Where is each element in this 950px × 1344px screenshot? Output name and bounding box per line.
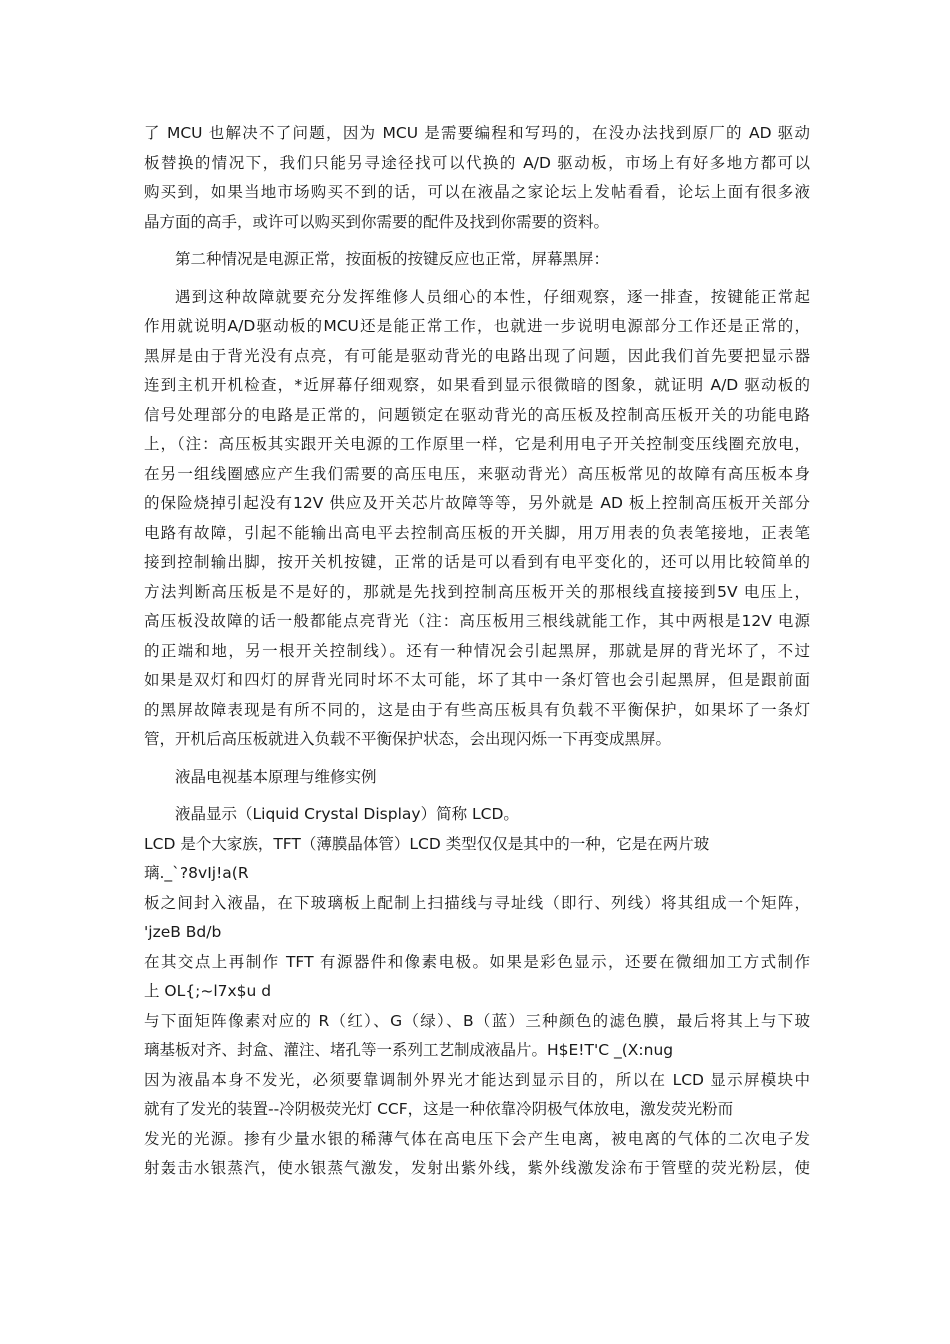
paragraph-4 — [144, 800, 810, 830]
text-line: 在其交点上再制作 TFT 有源器件和像素电极。如果是彩色显示，还要在微细加工方式制作 — [144, 952, 810, 971]
text-line: 就有了发光的装置--冷阴极荧光灯 CCF，这是一种依靠冷阴极气体放电，激发荧光粉而 — [144, 1100, 734, 1118]
text-line: 因为液晶本身不发光，必须要靠调制外界光才能达到显示目的，所以在 LCD 显示屏模块中 — [144, 1070, 810, 1089]
text-line: 了 MCU 也解决不了问题，因为 MCU 是需要编程和写玛的，在没办法找到原厂的 AD 驱动 — [144, 124, 810, 142]
text-line: 的黑屏故障表现是有所不同的，这是由于有些高压板具有负载不平衡保护，如果坏了一条灯 — [144, 700, 810, 719]
text-line: 信号处理部分的电路是正常的，问题锁定在驱动背光的高压板及控制高压板开关的功能电路 — [144, 405, 810, 424]
text-line: 板替换的情况下，我们只能另寻途径找可以代换的 A/D 驱动板，市场上有好多地方都可以 — [144, 153, 810, 172]
text-line: 'jzeB Bd/b — [144, 923, 222, 941]
paragraph-3 — [144, 283, 810, 755]
text-line: 高压板没故障的话一般都能点亮背光（注：高压板用三根线就能工作，其中两根是12V 电源 — [144, 612, 810, 630]
text-line: 遇到这种故障就要充分发挥维修人员细心的本性，仔细观察，逐一排查，按键能正常起 — [175, 287, 810, 306]
text-line: 上，（注：高压板其实跟开关电源的工作原里一样，它是利用电子开关控制变压线圈充放电， — [144, 435, 810, 453]
text-line: LCD 是个大家族，TFT（薄膜晶体管）LCD 类型仅仅是其中的一种，它是在两片玻 — [144, 834, 710, 853]
text-line: 板之间封入液晶，在下玻璃板上配制上扫描线与寻址线（即行、列线）将其组成一个矩阵， — [144, 893, 810, 912]
text-line: 液晶显示（Liquid Crystal Display）简称 LCD。 — [175, 805, 519, 823]
text-line: 购买到，如果当地市场购买不到的话，可以在液晶之家论坛上发帖看看，论坛上面有很多液 — [144, 183, 810, 201]
text-line: 第二种情况是电源正常，按面板的按键反应也正常，屏幕黑屏： — [175, 250, 610, 268]
text-line: 电路有故障，引起不能输出高电平去控制高压板的开关脚，用万用表的负表笔接地，正表笔 — [144, 523, 810, 542]
paragraph-1 — [144, 119, 810, 237]
text-line: 的保险烧掉引起没有12V 供应及开关芯片故障等等，另外就是 AD 板上控制高压板开关部分 — [144, 494, 810, 512]
text-line: 如果是双灯和四灯的屏背光同时坏不太可能，坏了其中一条灯管也会引起黑屏，但是跟前面 — [144, 671, 810, 689]
text-line: 的正端和地，另一根开关控制线）。还有一种情况会引起黑屏，那就是屏的背光坏了，不过 — [144, 641, 810, 660]
text-line: 发光的光源。掺有少量水银的稀薄气体在高电压下会产生电离，被电离的气体的二次电子发 — [144, 1129, 810, 1148]
text-line: 与下面矩阵像素对应的 R（红）、G（绿）、B（蓝）三种颜色的滤色膜，最后将其上与下玻 — [144, 1011, 810, 1030]
text-line: 连到主机开机检查，*近屏幕仔细观察，如果看到显示很微暗的图象，就证明 A/D 驱动板的 — [144, 376, 810, 394]
text-line: 璃基板对齐、封盒、灌注、堵孔等一系列工艺制成液晶片。H$E!T'C _(X:nug — [144, 1041, 674, 1059]
text-line: 晶方面的高手，或许可以购买到你需要的配件及找到你需要的资料。 — [144, 212, 610, 231]
section-heading: 液晶电视基本原理与维修实例 — [175, 767, 377, 786]
text-line: 在另一组线圈感应产生我们需要的高压电压，来驱动背光）高压板常见的故障有高压板本身 — [144, 464, 810, 483]
paragraph-5 — [144, 830, 810, 1184]
text-line: 管，开机后高压板就进入负载不平衡保护状态，会出现闪烁一下再变成黑屏。 — [144, 730, 672, 748]
text-line: 射轰击水银蒸汽，使水银蒸气激发，发射出紫外线，紫外线激发涂布于管壁的荧光粉层，使 — [144, 1159, 810, 1177]
text-line: 作用就说明A/D驱动板的MCU还是能正常工作，也就进一步说明电源部分工作还是正常的， — [144, 317, 810, 335]
paragraph-2 — [144, 245, 810, 275]
text-line: 璃._`?8vIj!a(R — [144, 864, 249, 882]
text-line: 方法判断高压板是不是好的，那就是先找到控制高压板开关的那根线直接接到5V 电压上， — [144, 582, 810, 601]
text-line: 接到控制输出脚，按开关机按键，正常的话是可以看到有电平变化的，还可以用比较简单的 — [144, 553, 810, 571]
text-line: 上 OL{;~l7x$u d — [144, 982, 272, 1000]
text-line: 黑屏是由于背光没有点亮，有可能是驱动背光的电路出现了问题，因此我们首先要把显示器 — [144, 346, 810, 365]
